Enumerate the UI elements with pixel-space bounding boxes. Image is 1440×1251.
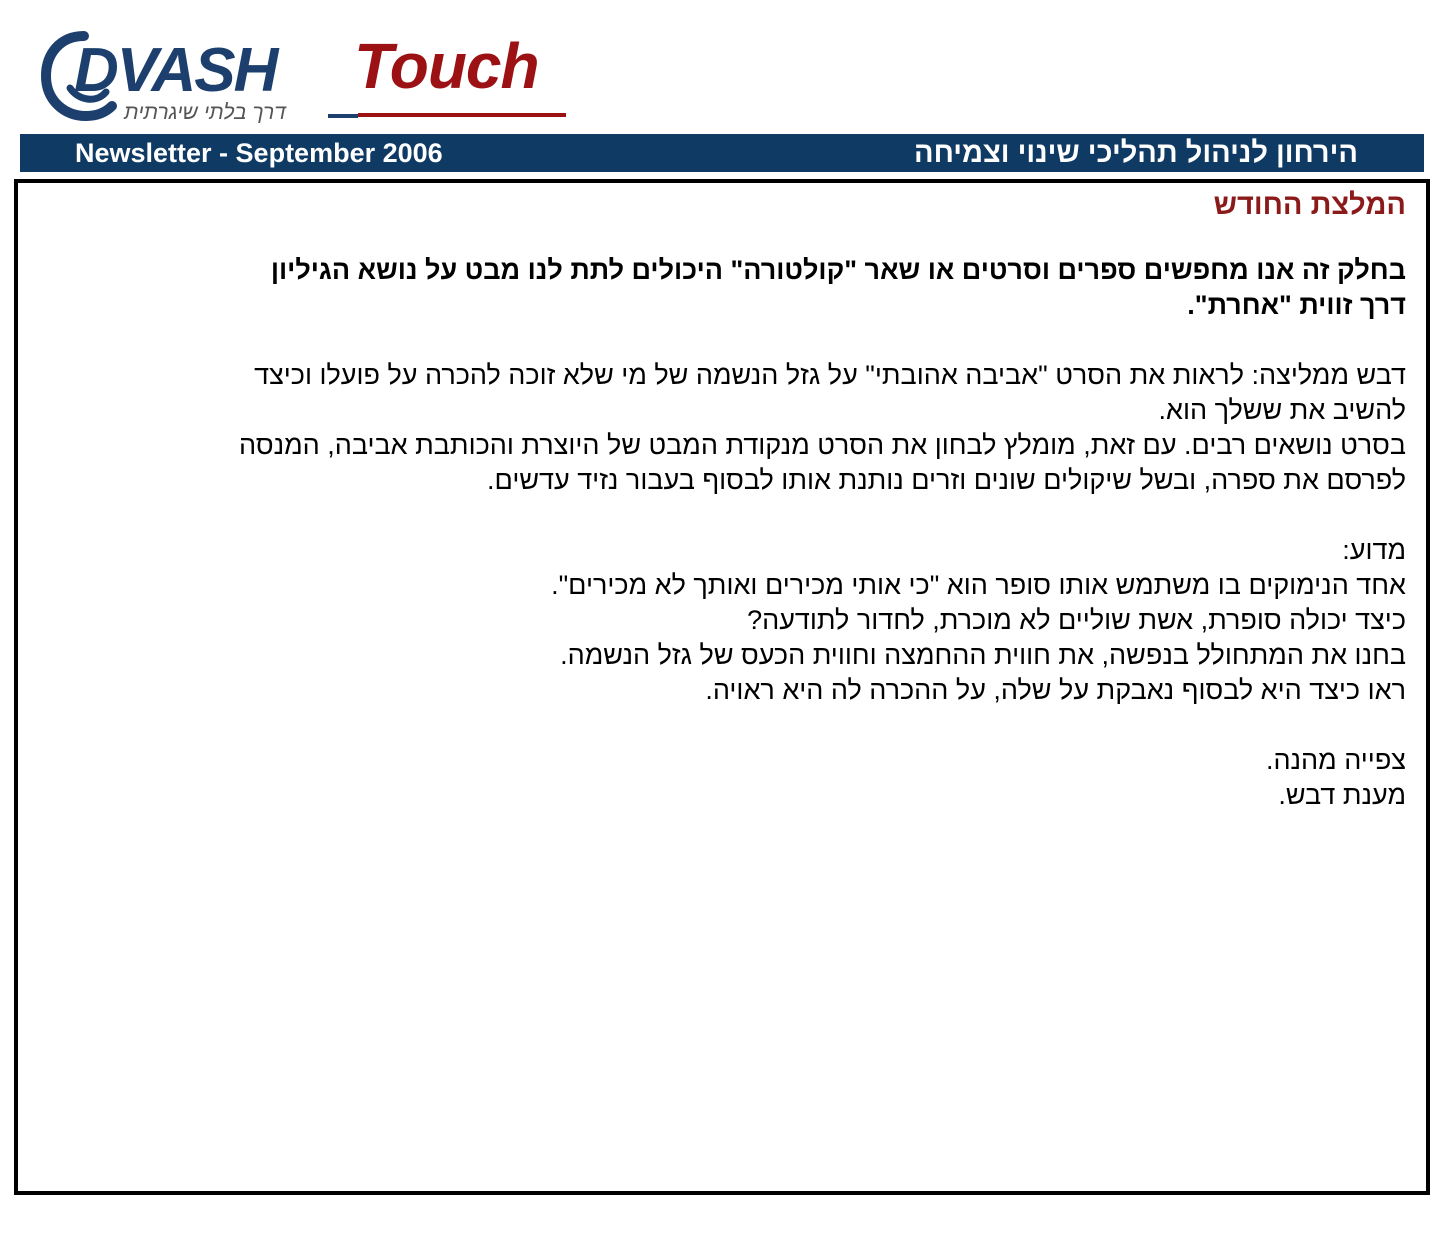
article-content	[66, 187, 1406, 813]
why-line: בחנו את המתחולל בנפשה, את חווית ההחמצה וחווית הכעס של גזל הנשמה.	[560, 640, 1406, 670]
why-line: אחד הנימוקים בו משתמש אותו סופר הוא "כי אותי מכירים ואותך לא מכירים".	[551, 570, 1406, 600]
logo-underline-blue	[328, 114, 358, 118]
intro-line: בחלק זה אנו מחפשים ספרים וסרטים או שאר "קולטורה" היכולים לתת לנו מבט על נושא הגיליון	[270, 255, 1406, 285]
why-line: כיצד יכולה סופרת, אשת שוליים לא מוכרת, לחדור לתודעה?	[747, 605, 1406, 635]
recommendation-line: בסרט נושאים רבים. עם זאת, מומלץ לבחון את הסרט מנקודת המבט של היוצרת והכותבת אביבה, המנסה	[239, 430, 1406, 460]
newsletter-date-label: Newsletter - September 2006	[75, 138, 443, 168]
newsletter-header-bar	[20, 134, 1424, 172]
recommendation-line: דבש ממליצה: לראות את הסרט "אביבה אהובתי" על גזל הנשמה של מי שלא זוכה להכרה על פועלו וכיצד	[254, 360, 1406, 390]
recommendation-paragraph	[66, 358, 1406, 498]
section-title: המלצת החודש	[1213, 189, 1406, 221]
newsletter-tagline-he: הירחון לניהול תהליכי שינוי וצמיחה	[913, 137, 1358, 169]
paragraph-gap	[66, 498, 1406, 533]
intro-paragraph	[66, 253, 1406, 323]
logo-touch-text: Touch	[354, 30, 539, 102]
recommendation-line: להשיב את ששלך הוא.	[1158, 395, 1406, 425]
paragraph-gap	[66, 708, 1406, 743]
why-paragraph	[66, 533, 1406, 708]
logo-underline-red	[358, 113, 566, 117]
logo-tagline: דרך בלתי שיגרתית	[124, 101, 286, 124]
dvash-touch-logo	[36, 22, 576, 130]
logo-wordmark: DVASH	[74, 36, 277, 105]
recommendation-line: לפרסם את ספרה, ובשל שיקולים שונים וזרים נותנת אותו לבסוף בעבור נזיד עדשים.	[487, 465, 1406, 495]
closing-paragraph	[66, 743, 1406, 813]
signature-line: מענת דבש.	[1278, 780, 1406, 810]
why-label: מדוע:	[1342, 535, 1406, 565]
why-line: ראו כיצד היא לבסוף נאבקת על שלה, על ההכרה לה היא ראויה.	[705, 675, 1406, 705]
article-box	[14, 179, 1430, 1195]
closing-line: צפייה מהנה.	[1265, 745, 1406, 775]
intro-line: דרך זווית "אחרת".	[1187, 290, 1406, 320]
